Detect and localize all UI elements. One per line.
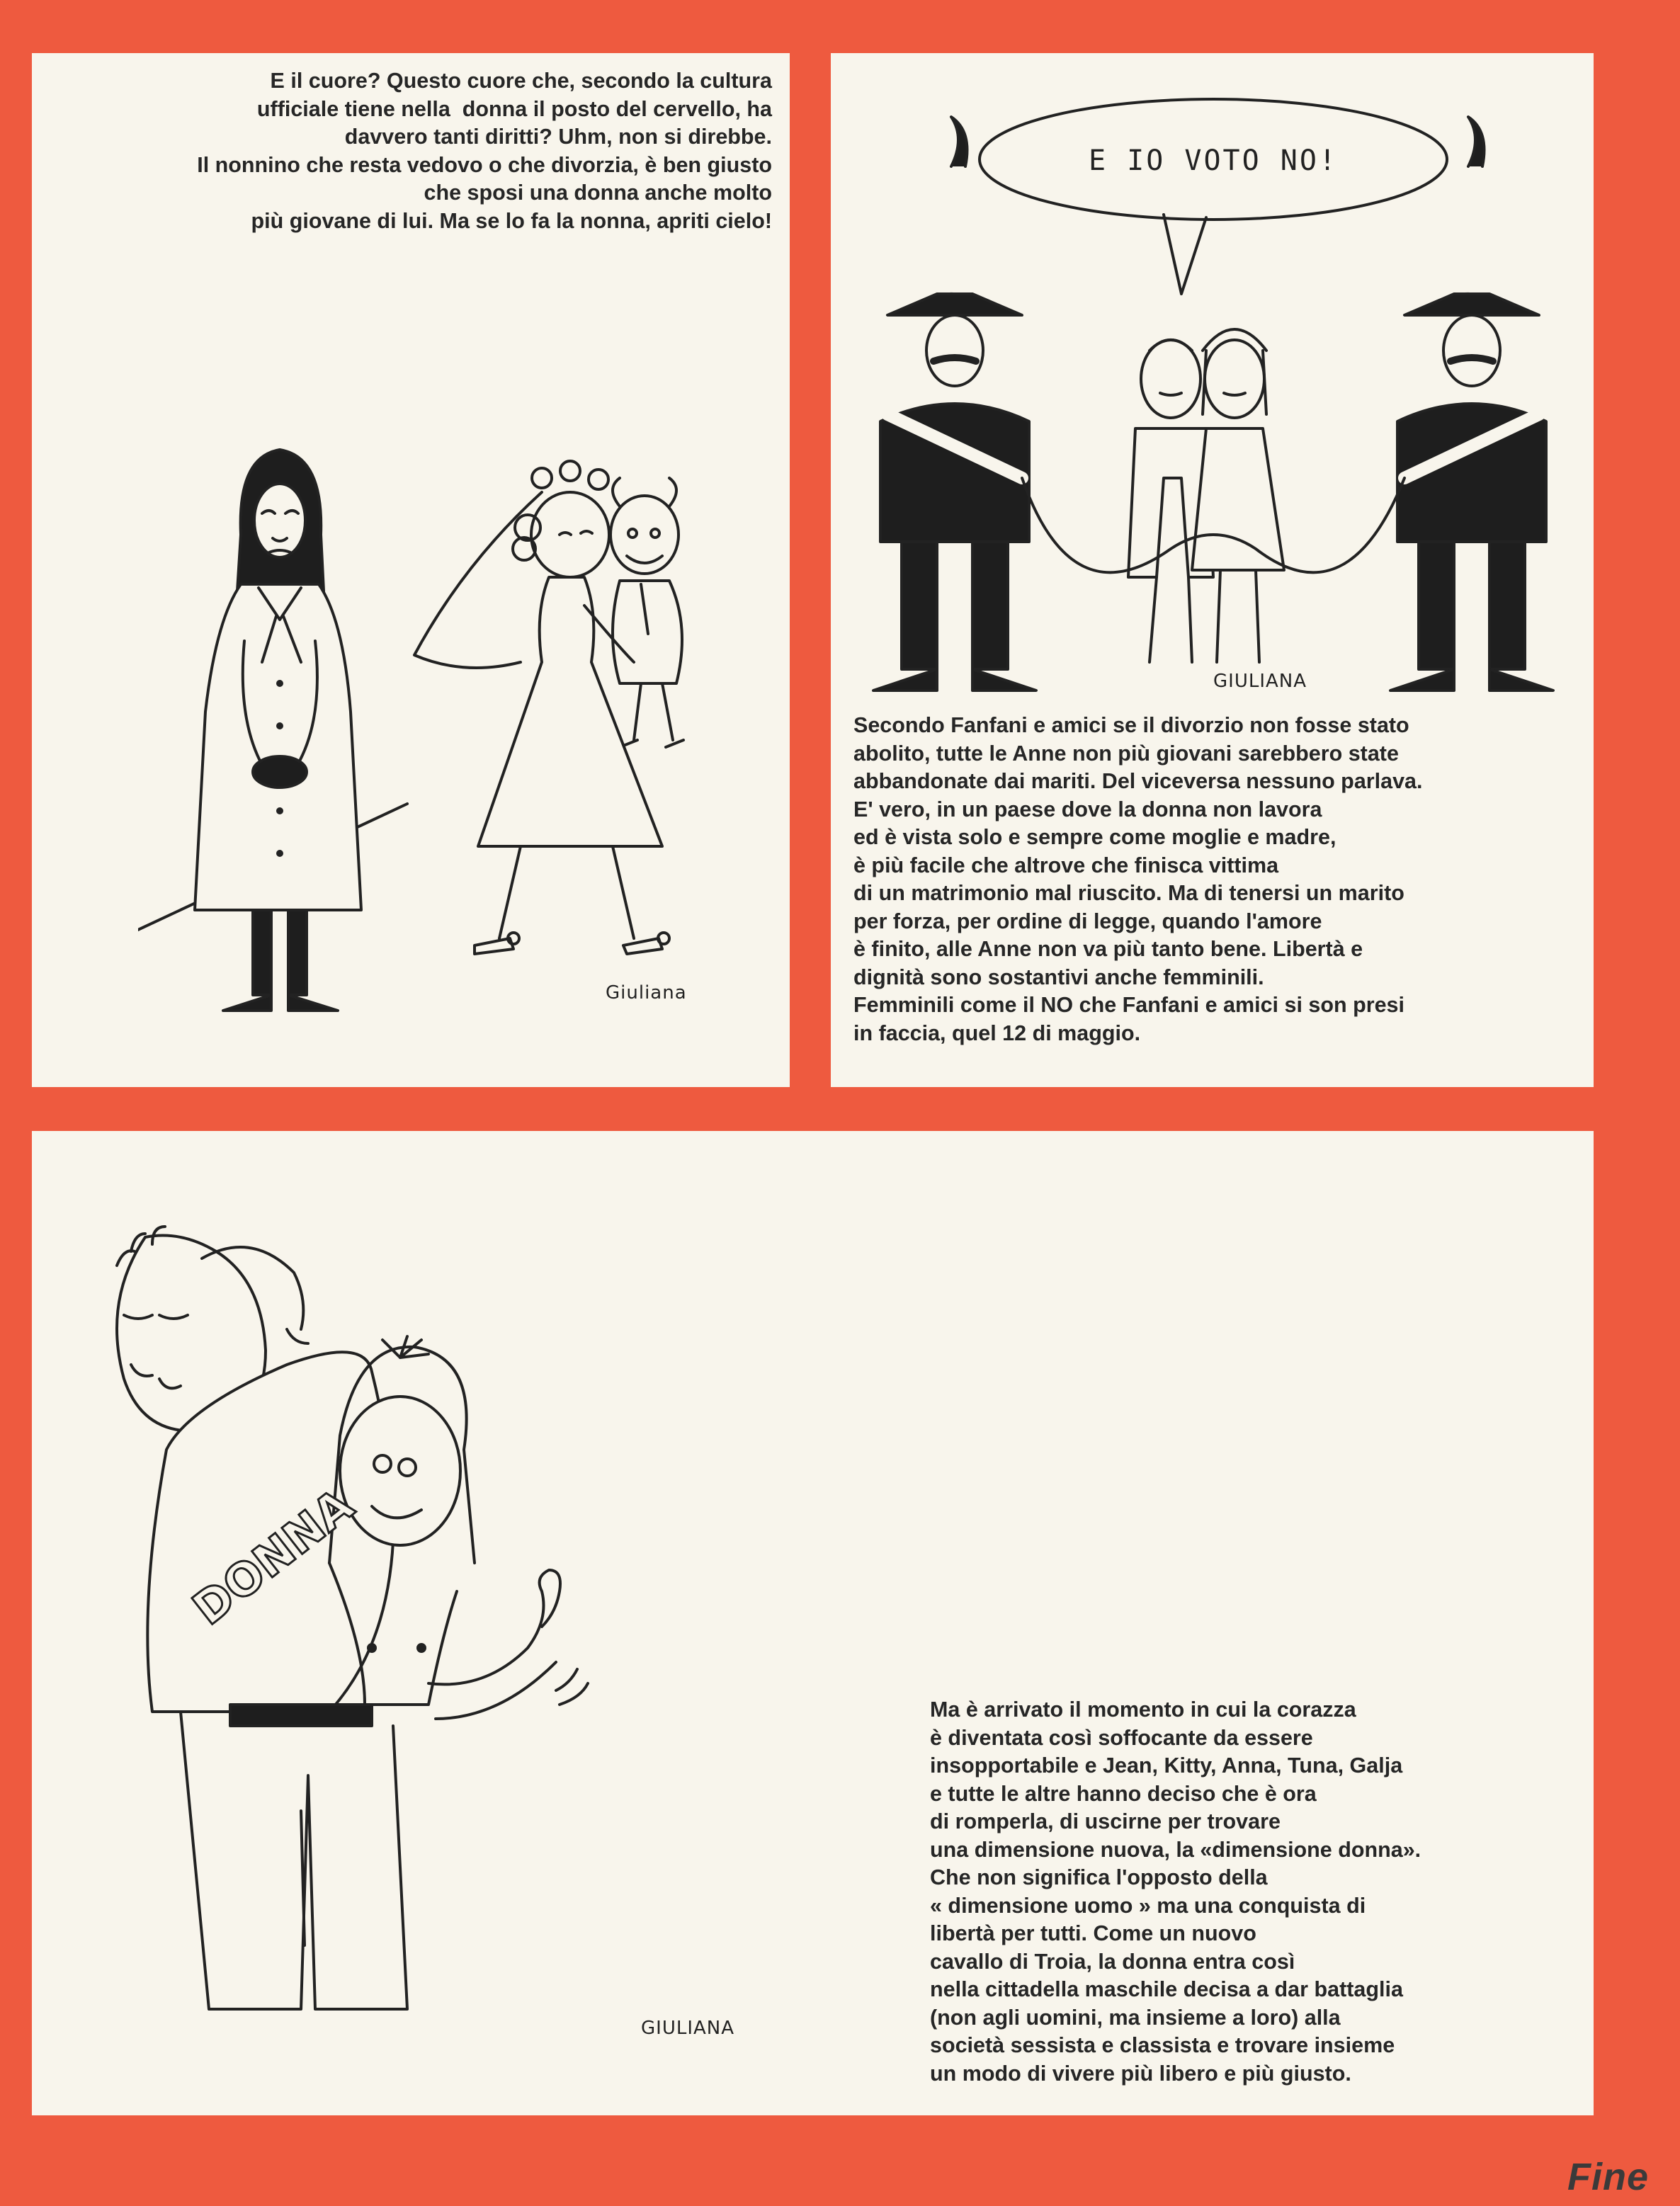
text-line: è finito, alle Anne non va più tanto bene. Libertà e <box>853 937 1363 961</box>
signature-giuliana-1: Giuliana <box>606 982 687 1003</box>
signature-giuliana-3: GIULIANA <box>641 2018 735 2039</box>
text-line: società sessista e classista e trovare insieme <box>930 2033 1395 2057</box>
text-line: che sposi una donna anche molto <box>424 181 772 205</box>
footer-fine: Fine <box>1567 2156 1649 2198</box>
text-line: libertà per tutti. Come un nuovo <box>930 1921 1256 1945</box>
caption-fanfani <box>853 712 1422 1047</box>
text-line: E' vero, in un paese dove la donna non lavora <box>853 797 1322 821</box>
text-line: e tutte le altre hanno deciso che è ora <box>930 1781 1317 1806</box>
caption-dimensione-donna <box>930 1696 1421 2088</box>
text-line: nella cittadella maschile decisa a dar battaglia <box>930 1977 1403 2001</box>
panel-top-right <box>831 53 1594 1087</box>
panel-top-left <box>32 53 790 1087</box>
bride-illustration <box>407 450 761 1016</box>
text-line: Secondo Fanfani e amici se il divorzio non fosse stato <box>853 713 1409 737</box>
text-line: davvero tanti diritti? Uhm, non si direbbe. <box>344 125 772 149</box>
text-line: una dimensione nuova, la «dimensione donna». <box>930 1837 1421 1862</box>
caption-heart <box>197 67 772 235</box>
text-line: insopportabile e Jean, Kitty, Anna, Tuna, Galja <box>930 1753 1403 1778</box>
speech-bubble-text: E IO VOTO NO! <box>1088 144 1339 177</box>
text-line: cavallo di Troia, la donna entra così <box>930 1949 1295 1974</box>
text-line: per forza, per ordine di legge, quando l'amore <box>853 909 1322 933</box>
text-line: Femminili come il NO che Fanfani e amici si son presi <box>853 993 1404 1017</box>
text-line: dignità sono sostantivi anche femminili. <box>853 965 1264 989</box>
text-line: Che non significa l'opposto della <box>930 1865 1268 1889</box>
panel-bottom <box>32 1131 1594 2115</box>
shirt-text-donna: DONNA <box>183 1479 364 1636</box>
text-line: Il nonnino che resta vedovo o che divorzia, è ben giusto <box>197 152 772 177</box>
text-line: è più facile che altrove che finisca vittima <box>853 853 1279 877</box>
text-line: « dimensione uomo » ma una conquista di <box>930 1893 1366 1918</box>
text-line: abolito, tutte le Anne non più giovani sarebbero state <box>853 741 1399 766</box>
text-line: ed è vista solo e sempre come moglie e madre, <box>853 825 1336 849</box>
widow-illustration <box>138 407 421 1045</box>
text-line: ufficiale tiene nella donna il posto del cervello, ha <box>256 96 772 121</box>
carabinieri-wedding-illustration <box>859 81 1567 705</box>
text-line: Ma è arrivato il momento in cui la corazza <box>930 1698 1356 1722</box>
text-line: più giovane di lui. Ma se lo fa la nonna, apriti cielo! <box>251 208 772 233</box>
text-line: abbandonate dai mariti. Del viceversa nessuno parlava. <box>853 769 1423 793</box>
text-line: un modo di vivere più libero e più giusto. <box>930 2061 1351 2086</box>
text-line: di romperla, di uscirne per trovare <box>930 1809 1281 1833</box>
text-line: di un matrimonio mal riuscito. Ma di tenersi un marito <box>853 881 1404 905</box>
donna-armor-illustration <box>60 1195 967 2066</box>
text-line: (non agli uomini, ma insieme a loro) alla <box>930 2005 1341 2030</box>
signature-giuliana-2: GIULIANA <box>1213 671 1307 692</box>
text-line: E il cuore? Questo cuore che, secondo la cultura <box>270 69 772 93</box>
text-line: è diventata così soffocante da essere <box>930 1725 1313 1750</box>
text-line: in faccia, quel 12 di maggio. <box>853 1020 1141 1045</box>
